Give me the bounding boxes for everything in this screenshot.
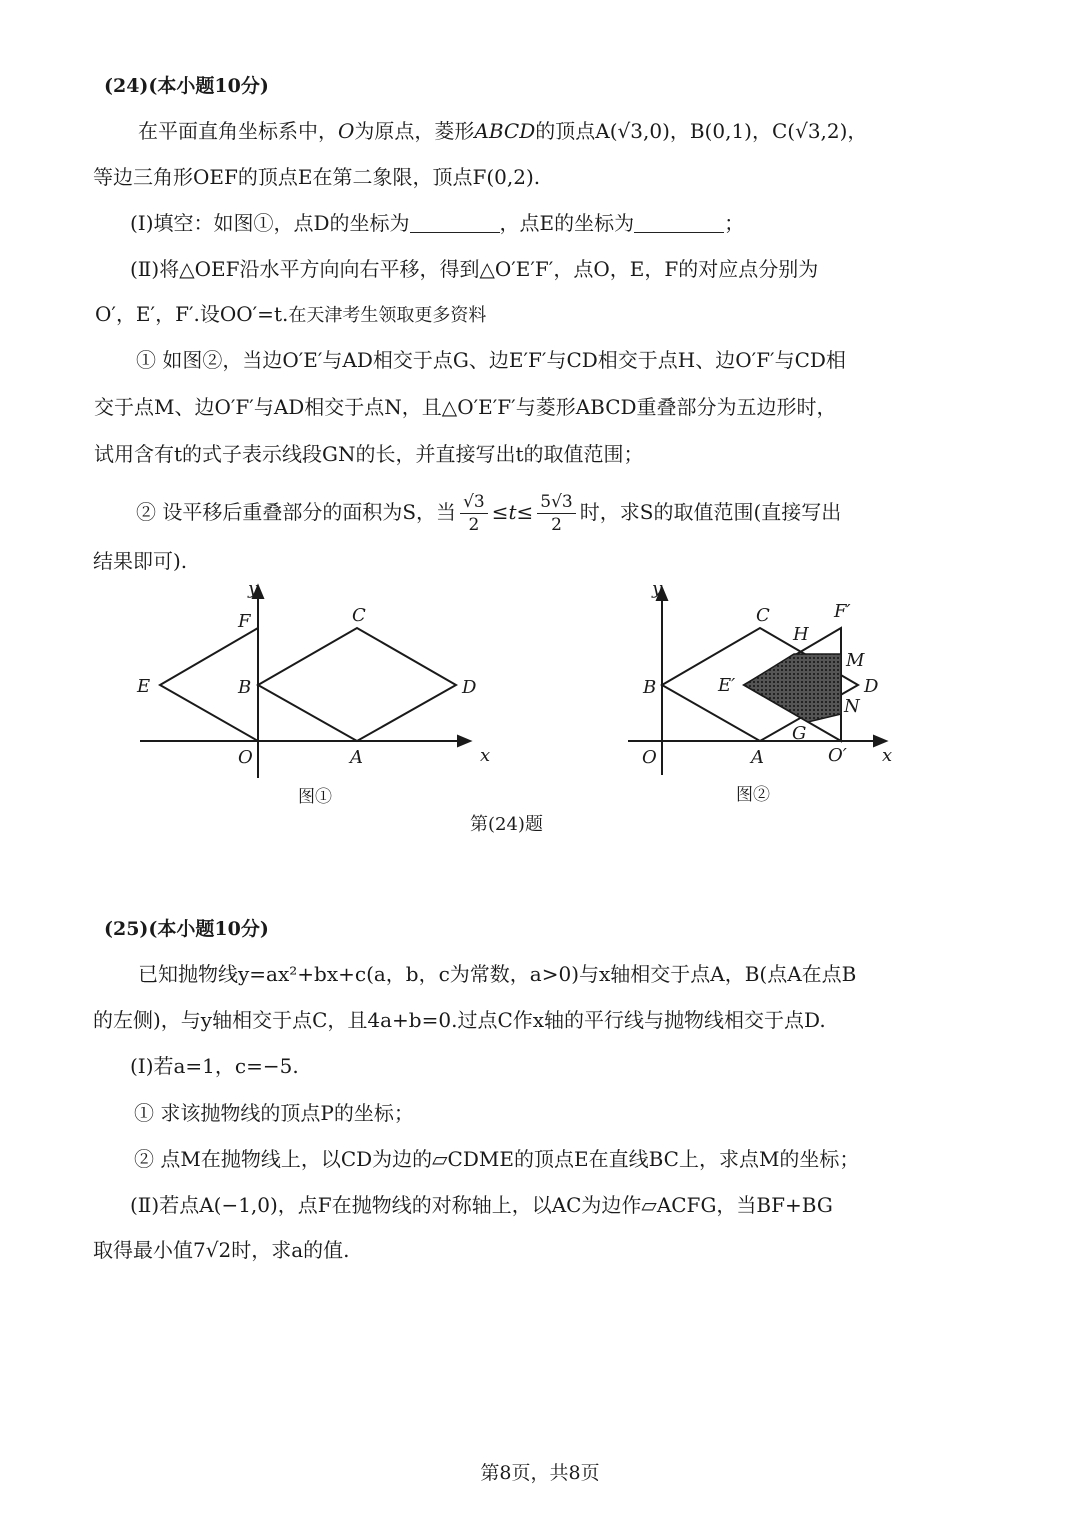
fig1-label-x: x <box>480 745 491 766</box>
fig2-label-e-prime: E′ <box>718 675 736 696</box>
q24-sub-1-line-1: ① 如图②，当边O′E′与AD相交于点G、边E′F′与CD相交于点H、边O′F′与CD相 <box>136 348 846 372</box>
q25-line-1: 已知抛物线y=ax²+bx+c(a，b，c为常数，a>0)与x轴相交于点A，B(点A在点B <box>138 962 857 986</box>
fraction-2-denominator: 2 <box>551 515 562 535</box>
watermark-text: 在天津考生领取更多资料 <box>288 305 487 326</box>
page-footer: 第8页，共8页 <box>480 1462 600 1484</box>
q24-line-1-a: 在平面直角坐标系中， <box>138 119 338 143</box>
q24-sub-2-b: 时，求S的取值范围(直接写出 <box>579 500 842 524</box>
q25-heading: (25)(本小题10分) <box>104 918 269 940</box>
fig2-label-o-prime: O′ <box>828 745 847 766</box>
q24-sub-1-line-2: 交于点M、边O′F′与AD相交于点N，且△O′E′F′与菱形ABCD重叠部分为五边形时， <box>94 395 837 419</box>
fig2-label-n: N <box>844 696 860 717</box>
q25-part-1-sub-1: ① 求该抛物线的顶点P的坐标； <box>134 1101 414 1125</box>
q25-part-1: (Ⅰ)若a=1，c=−5. <box>130 1054 299 1078</box>
q24-sub-2-a: ② 设平移后重叠部分的面积为S，当 <box>136 500 457 524</box>
q24-part-1-c: ； <box>724 211 745 235</box>
fraction-1-denominator: 2 <box>468 515 480 535</box>
fig2-caption: 图② <box>736 785 770 805</box>
figure-caption: 第(24)题 <box>470 814 543 835</box>
fig2-label-f-prime: F′ <box>834 601 851 622</box>
fig1-label-e: E <box>137 676 151 697</box>
q25-part-2: (Ⅱ)若点A(−1,0)，点F在抛物线的对称轴上，以AC为边作▱ACFG，当BF+BG <box>130 1193 833 1217</box>
q24-rhombus-name: ABCD <box>474 119 536 143</box>
fig1-label-a: A <box>350 747 363 768</box>
fig1-label-d: D <box>462 677 477 698</box>
fig1-label-c: C <box>352 605 366 626</box>
fig2-label-a: A <box>751 747 764 768</box>
fig2-label-y: y <box>652 578 663 599</box>
fig2-label-g: G <box>792 723 807 744</box>
fig1-label-y: y <box>248 578 259 599</box>
fig2-label-m: M <box>846 650 865 671</box>
fig2-overlap-region <box>744 654 841 722</box>
q24-sub-2-line-2: 结果即可). <box>93 549 188 573</box>
fig2-label-c: C <box>756 605 770 626</box>
q24-line-5-a: O′，E′，F′.设OO′=t. <box>95 302 289 326</box>
q25-line-2: 的左侧)，与y轴相交于点C，且4a+b=0.过点C作x轴的平行线与抛物线相交于点D. <box>93 1008 826 1032</box>
q24-vertex-coords: A(√3,0)，B(0,1)，C(√3,2)， <box>595 119 868 143</box>
q24-part-2: (Ⅱ)将△OEF沿水平方向向右平移，得到△O′E′F′，点O，E，F的对应点分别为 <box>130 257 819 281</box>
q24-line-2: 等边三角形OEF的顶点E在第二象限，顶点F(0,2). <box>93 165 541 189</box>
fig1-caption: 图① <box>298 787 332 807</box>
q24-line-1-c: 的顶点 <box>535 119 596 143</box>
fig1-label-o: O <box>238 747 253 768</box>
fig1-label-f: F <box>238 611 251 632</box>
fig2-label-h: H <box>793 624 809 645</box>
q25-part-1-sub-2: ② 点M在抛物线上，以CD为边的▱CDME的顶点E在直线BC上，求点M的坐标； <box>134 1147 860 1171</box>
fig2-label-x: x <box>882 745 893 766</box>
fig2-label-o: O <box>642 747 657 768</box>
fig2-label-d: D <box>864 676 879 697</box>
q24-part-1-a: (Ⅰ)填空：如图①，点D的坐标为 <box>130 211 410 235</box>
q25-part-2-line-2: 取得最小值7√2时，求a的值. <box>93 1238 350 1262</box>
q24-sub-2-inequality: ≤t≤ <box>491 500 534 524</box>
fraction-2-numerator: 5√3 <box>540 492 573 512</box>
q24-sub-1-line-3: 试用含有t的式子表示线段GN的长，并直接写出t的取值范围； <box>94 442 644 466</box>
fig1-label-b: B <box>238 677 252 698</box>
q24-line-1-b: 为原点，菱形 <box>354 119 475 143</box>
q24-part-1-b: ，点E的坐标为 <box>499 211 635 235</box>
q24-origin-label: O <box>338 119 355 143</box>
fig2-label-b: B <box>643 677 657 698</box>
fraction-1-numerator: √3 <box>463 492 485 512</box>
q24-heading: (24)(本小题10分) <box>104 75 269 97</box>
